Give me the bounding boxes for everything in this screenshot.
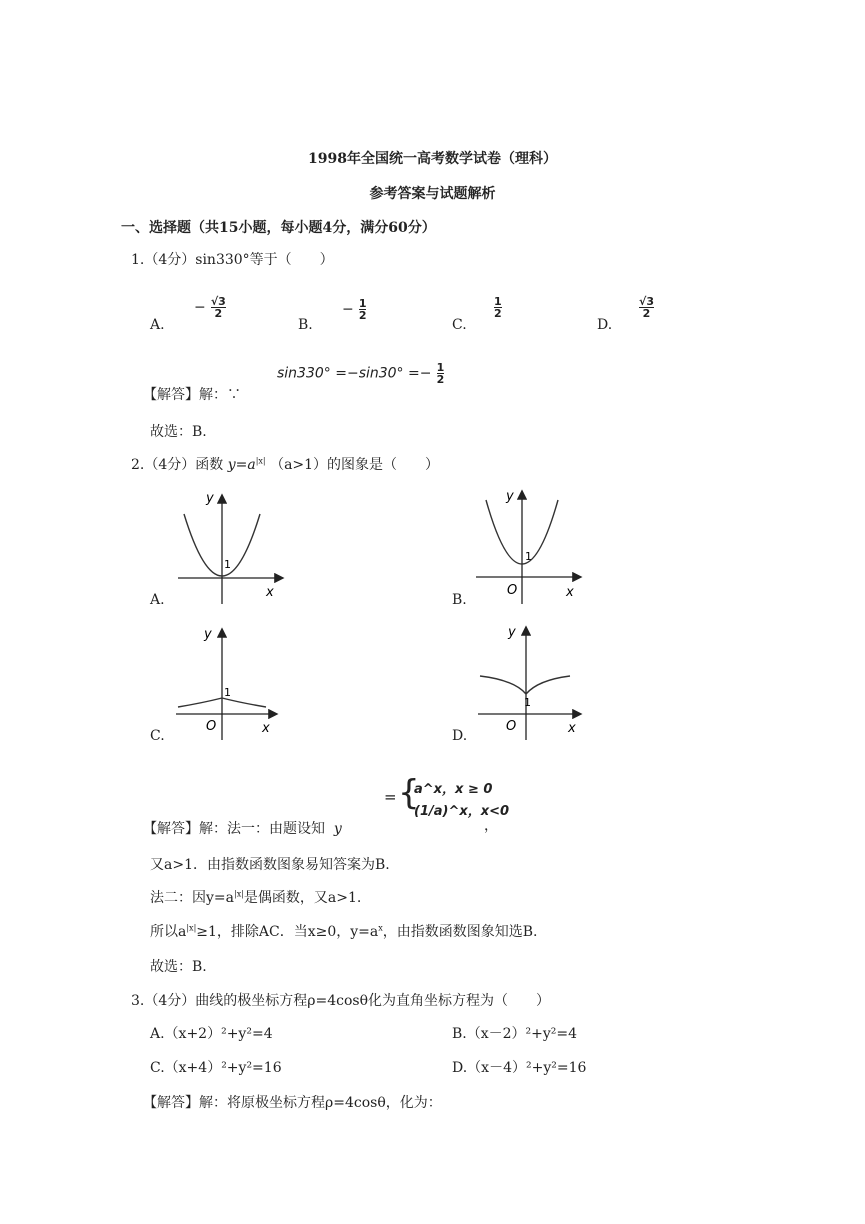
origin-label: O [206, 719, 217, 734]
y-label: y [506, 489, 514, 504]
q2-solution-line4: 所以$a^{|x|}\ge 1$，排除AC．当x≥0，$y=a^x$，由指数函数图象知选B. [150, 923, 538, 940]
y-label: y [204, 627, 212, 642]
x-label: x [568, 721, 576, 736]
page-title: 1998年全国统一高考数学试卷（理科） [308, 151, 557, 167]
q1-answer: 故选：B. [150, 424, 207, 440]
y-label: y [206, 491, 214, 506]
q2-piecewise-comma: ， [484, 818, 498, 834]
origin-label: O [506, 719, 517, 734]
q2-graph-c [172, 624, 280, 742]
q1-option-b-value: − $\frac{1}{2}$ [342, 297, 367, 322]
origin-label: O [507, 583, 518, 598]
q1-option-d-label: D. [597, 317, 613, 333]
curve [480, 676, 570, 694]
q2-graph-d [476, 620, 584, 742]
q3-option-b: B.（x－2）²+y²=4 [452, 1026, 578, 1042]
q1-solution-label: 【解答】解：∵ [143, 387, 241, 403]
q1-stem: 1.（4分）sin330°等于（ ） [131, 252, 334, 268]
y-label: y [508, 625, 516, 640]
q3-option-a: A.（x+2）²+y²=4 [150, 1026, 273, 1042]
x-label: x [262, 721, 270, 736]
q2-solution-line2: 又a>1．由指数函数图象易知答案为B. [150, 857, 390, 873]
q2-graph-b [472, 488, 584, 606]
q2-solution-line3: 法二：因$y=a^{|x|}$是偶函数，又a>1. [150, 889, 362, 906]
q3-stem: 3.（4分）曲线的极坐标方程ρ=4cosθ化为直角坐标方程为（ ） [131, 993, 551, 1009]
q2-option-b-label: B. [452, 592, 467, 608]
q1-option-c-label: C. [452, 317, 467, 333]
q2-option-c-label: C. [150, 728, 165, 744]
q1-option-a-label: A. [150, 317, 165, 333]
q1-option-b-label: B. [298, 317, 313, 333]
q1-option-d-value: $\frac{√3}{2}$ [639, 295, 654, 320]
page-subtitle: 参考答案与试题解析 [369, 186, 496, 202]
q2-solution-label: 【解答】解：法一：由题设知 y [143, 821, 342, 837]
q3-option-c: C.（x+4）²+y²=16 [150, 1060, 282, 1076]
q1-option-c-value: $\frac{1}{2}$ [494, 295, 502, 320]
x-label: x [266, 585, 274, 600]
x-label: x [566, 585, 574, 600]
q2-option-a-label: A. [150, 592, 165, 608]
q2-graph-a [170, 488, 285, 606]
section-heading: 一、选择题（共15小题，每小题4分，满分60分） [121, 220, 436, 236]
q2-stem: 2.（4分）函数 $y=a^{|x|}$ （a>1）的图象是（ ） [131, 456, 440, 473]
q2-answer: 故选：B. [150, 959, 207, 975]
one-label: 1 [525, 550, 532, 563]
q1-solution-expr: sin330° =−sin30° =− $\frac{1}{2}$ [277, 361, 445, 386]
q3-solution: 【解答】解：将原极坐标方程ρ=4cosθ，化为： [143, 1095, 442, 1111]
one-label: 1 [224, 686, 231, 699]
q2-option-d-label: D. [452, 728, 468, 744]
q3-option-d: D.（x－4）²+y²=16 [452, 1060, 587, 1076]
q1-option-a-value: − $\frac{√3}{2}$ [194, 295, 226, 320]
one-label: 1 [224, 558, 231, 571]
one-label: 1 [524, 696, 531, 709]
